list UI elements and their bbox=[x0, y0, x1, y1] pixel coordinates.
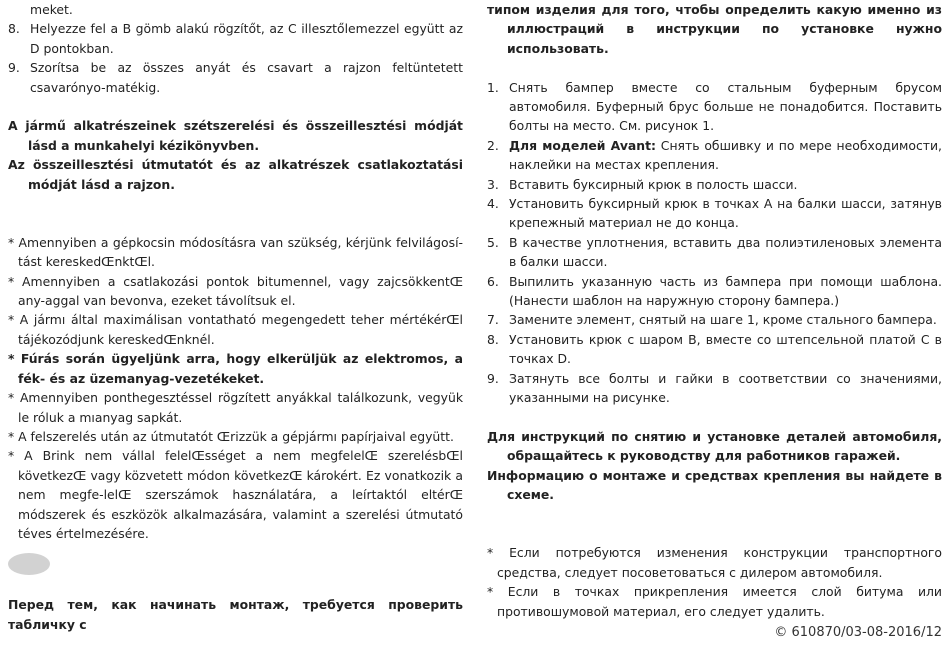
language-flag-placeholder bbox=[8, 553, 50, 575]
workshop-manual-note: A jármű alkatrészeinek szétszerelési és összeillesztési módját lásd a munkahelyi kézikönyvben. bbox=[8, 118, 463, 153]
continued-text: meket. bbox=[30, 2, 73, 17]
note-item: * Если потребуются изменения конструкции транспортного средства, следует посоветоваться с дилером автомобиля. bbox=[487, 545, 942, 580]
step-item bbox=[8, 58, 463, 97]
step-number: 9. bbox=[487, 370, 499, 386]
note-item: * A jármı által maximálisan vontatható megengedett teher mértékérŒl tájékozódjunk kereskedŒnknél. bbox=[8, 312, 463, 347]
note-item: * Amennyiben a gépkocsin módosításra van szükség, kérjünk felvilágosí-tást kereskedŒnktŒl. bbox=[8, 234, 463, 270]
step-text: Снять обшивку и по мере необходимости, наклейки на местах крепления. bbox=[509, 137, 942, 173]
note-item: * A felszerelés után az útmutatót Œrizzük a gépjármı papírjaival együtt. bbox=[8, 428, 454, 444]
step-item bbox=[8, 19, 463, 58]
step-text: Выпилить указанную часть из бампера при помощи шаблона. (Нанести шаблон на наружную сторону бампера.) bbox=[509, 273, 942, 309]
step-number: 6. bbox=[487, 273, 499, 289]
step-number: 5. bbox=[487, 234, 499, 250]
drawing-reference-note: Информацию о монтаже и средствах крепления вы найдете в схеме. bbox=[487, 467, 942, 503]
step-text: В качестве уплотнения, вставить два полиэтиленовых элемента в балки шасси. bbox=[509, 234, 942, 270]
step-item bbox=[487, 272, 942, 311]
step-number: 8. bbox=[8, 21, 20, 37]
step-text: Helyezze fel a B gömb alakú rögzítőt, az C illesztőlemezzel együtt az D pontokban. bbox=[30, 21, 463, 56]
step-item bbox=[487, 310, 942, 329]
step-number: 9. bbox=[8, 60, 20, 76]
step-text: Замените элемент, снятый на шаге 1, кроме стального бампера. bbox=[509, 312, 937, 328]
step-number: 2. bbox=[487, 137, 499, 153]
step-prefix: Для моделей Avant: bbox=[509, 137, 656, 153]
step-text: Szorítsa be az összes anyát és csavart a rajzon feltüntetett csavarónyo-matékig. bbox=[30, 60, 463, 95]
continued-step-text bbox=[8, 0, 463, 19]
step-text: Установить крюк с шаром B, вместе со штепсельной платой C в точках D. bbox=[509, 331, 942, 367]
step-item bbox=[487, 369, 942, 408]
step-item bbox=[487, 78, 942, 136]
drawing-reference-note: Az összeillesztési útmutatót és az alkatrészek csatlakoztatási módját lásd a rajzon. bbox=[8, 157, 463, 192]
product-type-note: типом изделия для того, чтобы определить какую именно из иллюстраций в инструкции по установке нужно использовать. bbox=[487, 2, 942, 56]
left-column bbox=[8, 0, 463, 634]
step-item bbox=[487, 194, 942, 233]
step-item bbox=[487, 175, 942, 194]
step-text: Вставить буксирный крюк в полость шасси. bbox=[509, 176, 798, 192]
step-item bbox=[487, 233, 942, 272]
note-item: * Amennyiben ponthegesztéssel rögzített anyákkal találkozunk, vegyük le róluk a mıanyag sapkát. bbox=[8, 390, 463, 425]
check-plate-note: Перед тем, как начинать монтаж, требуется проверить табличку с bbox=[8, 597, 463, 632]
step-number: 7. bbox=[487, 312, 499, 328]
step-text: Установить буксирный крюк в точках A на балки шасси, затянув крепежный материал не до конца. bbox=[509, 196, 942, 231]
step-text: Снять бампер вместе со стальным буферным брусом автомобиля. Буферный брус больше не понадобится. Поставить болты на место. См. рисунок 1. bbox=[509, 79, 942, 134]
right-column bbox=[487, 0, 942, 621]
note-item-warning: * Fúrás során ügyeljünk arra, hogy elkerüljük az elektromos, a fék- és az üzemanyag-vezetékeket. bbox=[8, 351, 463, 386]
step-text: Затянуть все болты и гайки в соответствии со значениями, указанными на рисунке. bbox=[509, 370, 942, 406]
note-item: * Если в точках прикрепления имеется слой битума или противошумовой материал, его следует удалить. bbox=[487, 584, 942, 619]
step-number: 8. bbox=[487, 331, 499, 347]
document-code: © 610870/03-08-2016/12 bbox=[774, 625, 942, 640]
step-item bbox=[487, 136, 942, 175]
note-item: * A Brink nem vállal felelŒsséget a nem megfelelŒ szerelésbŒl következŒ vagy közvetett módon következŒ károkért. Ez vonatkozik a nem megfe-lelŒ szerszámok használatára, a leírtaktól eltérŒ módszerek és eszközök alkalmazására, valamint a szerelési útmutató téves értelmezésére. bbox=[8, 448, 463, 541]
workshop-manual-note: Для инструкций по снятию и установке деталей автомобиля, обращайтесь к руководству для работников гаражей. bbox=[487, 428, 942, 464]
step-item bbox=[487, 330, 942, 369]
step-number: 1. bbox=[487, 79, 499, 95]
note-item: * Amennyiben a csatlakozási pontok bitumennel, vagy zajcsökkentŒ any-aggal van bevonva, ezeket távolítsuk el. bbox=[8, 273, 463, 309]
step-number: 3. bbox=[487, 176, 499, 192]
step-number: 4. bbox=[487, 196, 499, 212]
